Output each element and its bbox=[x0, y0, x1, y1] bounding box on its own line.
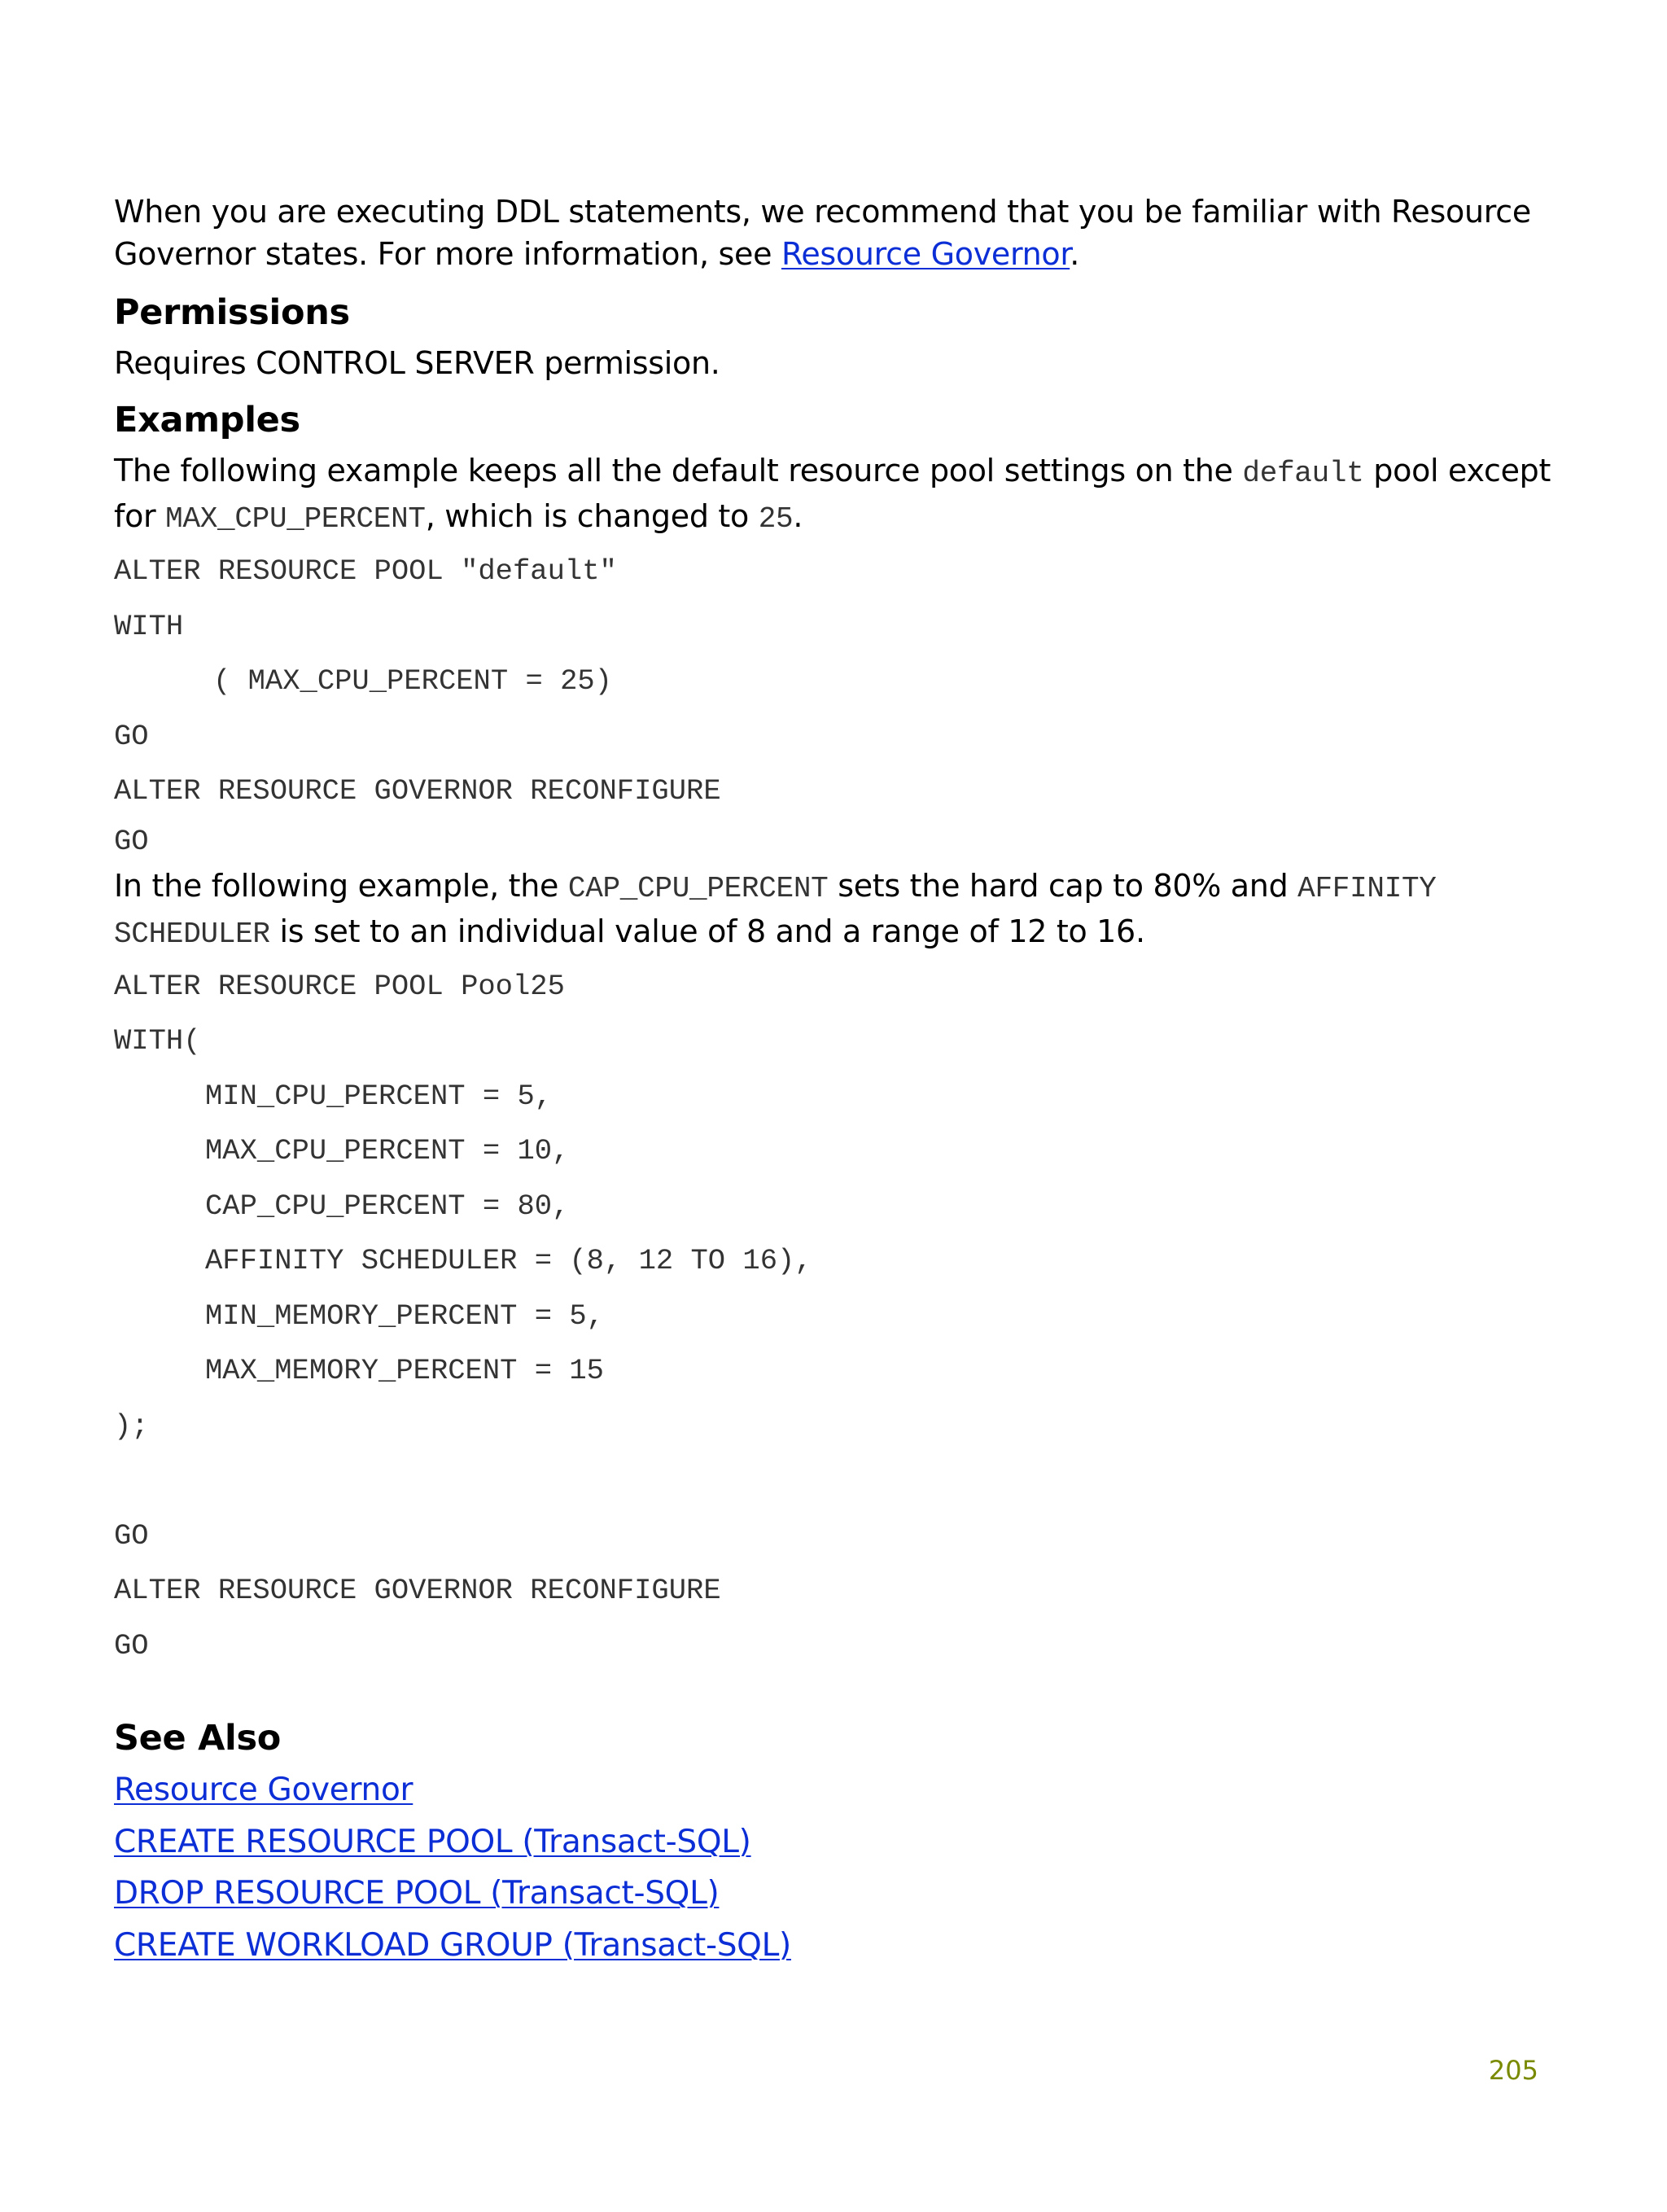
see-also-link-resource-governor[interactable]: Resource Governor bbox=[114, 1772, 413, 1808]
code-line: GO bbox=[114, 1628, 149, 1662]
code-line: MIN_MEMORY_PERCENT = 5, bbox=[205, 1299, 604, 1333]
code-line-blank bbox=[114, 1453, 1571, 1509]
code-line: MIN_CPU_PERCENT = 5, bbox=[205, 1079, 553, 1113]
code-line: GO bbox=[114, 1518, 149, 1553]
intro-text: When you are executing DDL statements, we recommend that you be familiar with Resource Governor states. For more information, see bbox=[114, 194, 1531, 272]
see-also-heading: See Also bbox=[114, 1718, 282, 1759]
example2-description: In the following example, the CAP_CPU_PERCENT sets the hard cap to 80% and AFFINITY SCHEDULER is set to an individual value of 8 and a range of 12 to 16. bbox=[114, 867, 1437, 951]
code-line: AFFINITY SCHEDULER = (8, 12 TO 16), bbox=[205, 1244, 812, 1277]
permissions-heading: Permissions bbox=[114, 292, 350, 333]
see-also-links bbox=[114, 1764, 1571, 1971]
example1-description: The following example keeps all the default resource pool settings on the default pool except for MAX_CPU_PERCENT, which is changed to 25. bbox=[114, 453, 1551, 536]
see-also-link-drop-resource-pool[interactable]: DROP RESOURCE POOL (Transact-SQL) bbox=[114, 1875, 720, 1912]
examples-heading: Examples bbox=[114, 400, 300, 440]
code-line: ( MAX_CPU_PERCENT = 25) bbox=[213, 664, 612, 698]
code-line: GO bbox=[114, 824, 149, 858]
code-line: ALTER RESOURCE POOL "default" bbox=[114, 554, 617, 588]
code-line: ALTER RESOURCE POOL Pool25 bbox=[114, 969, 565, 1003]
resource-governor-inline-link[interactable]: Resource Governor bbox=[781, 236, 1070, 272]
code-line: GO bbox=[114, 719, 149, 753]
code-line: ALTER RESOURCE GOVERNOR RECONFIGURE bbox=[114, 1574, 721, 1607]
code-block-1 bbox=[114, 544, 1571, 865]
see-also-link-create-workload-group[interactable]: CREATE WORKLOAD GROUP (Transact-SQL) bbox=[114, 1926, 791, 1964]
code-line: CAP_CPU_PERCENT = 80, bbox=[205, 1189, 570, 1223]
inline-code-affinity-scheduler: AFFINITY SCHEDULER bbox=[114, 871, 1437, 951]
see-also-link-create-resource-pool[interactable]: CREATE RESOURCE POOL (Transact-SQL) bbox=[114, 1823, 751, 1860]
inline-code-cap-cpu-percent: CAP_CPU_PERCENT bbox=[567, 871, 829, 905]
code-line: WITH bbox=[114, 609, 184, 643]
code-block-2 bbox=[114, 959, 1571, 1674]
intro-paragraph bbox=[114, 191, 1571, 275]
code-line: MAX_CPU_PERCENT = 10, bbox=[205, 1134, 570, 1167]
code-line: WITH( bbox=[114, 1024, 201, 1058]
permissions-text: Requires CONTROL SERVER permission. bbox=[114, 345, 720, 381]
code-line: ); bbox=[114, 1408, 149, 1443]
intro-period: . bbox=[1070, 236, 1079, 272]
inline-code-default: default bbox=[1242, 457, 1364, 490]
code-line: ALTER RESOURCE GOVERNOR RECONFIGURE bbox=[114, 774, 721, 808]
document-page bbox=[114, 191, 1571, 1971]
inline-code-max-cpu-percent: MAX_CPU_PERCENT bbox=[165, 502, 426, 536]
code-line: MAX_MEMORY_PERCENT = 15 bbox=[205, 1354, 604, 1387]
inline-code-25: 25 bbox=[758, 502, 794, 536]
page-number: 205 bbox=[1488, 2055, 1538, 2086]
